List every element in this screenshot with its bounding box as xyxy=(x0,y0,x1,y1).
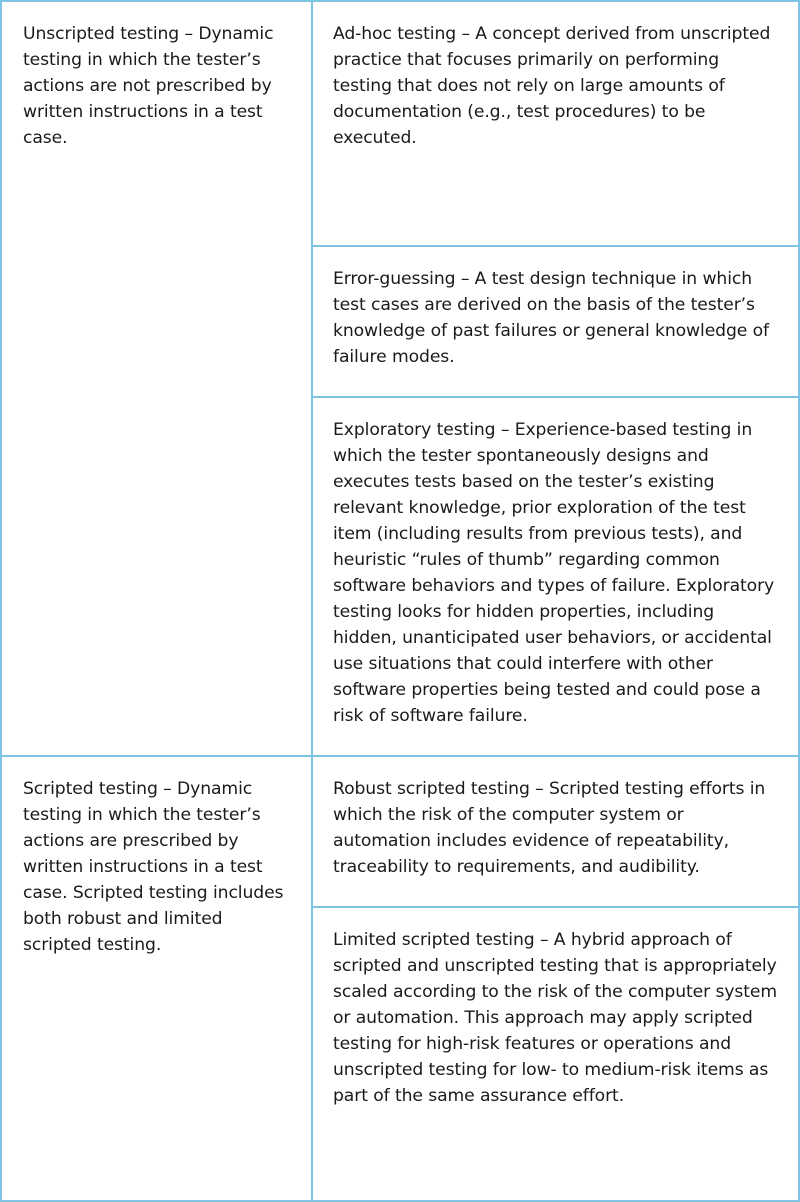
term-cell-unscripted-testing xyxy=(1,1,312,756)
term-definition-scripted-testing: Scripted testing – Dynamic testing in which the tester’s actions are prescribed by written instructions in a test case. Scripted testing includes both robust and limited scripted testing. xyxy=(23,779,284,955)
subterm-cell-robust-scripted-testing xyxy=(312,756,799,907)
table-row xyxy=(1,756,799,907)
subterm-definition-ad-hoc-testing: Ad-hoc testing – A concept derived from unscripted practice that focuses primarily on performing testing that does not rely on large amounts of documentation (e.g., test procedures) to be executed. xyxy=(333,24,771,148)
subterm-cell-limited-scripted-testing xyxy=(312,907,799,1201)
subterm-definition-exploratory-testing: Exploratory testing – Experience-based testing in which the tester spontaneously designs and executes tests based on the tester’s existing relevant knowledge, prior exploration of the test item (including results from previous tests), and heuristic “rules of thumb” regarding common software behaviors and types of failure. Exploratory testing looks for hidden properties, including hidden, unanticipated user behaviors, or accidental use situations that could interfere with other software properties being tested and could pose a risk of software failure. xyxy=(333,420,775,726)
term-definition-unscripted-testing: Unscripted testing – Dynamic testing in which the tester’s actions are not prescribed by written instructions in a test case. xyxy=(23,24,274,148)
subterm-cell-exploratory-testing xyxy=(312,397,799,756)
subterm-cell-error-guessing xyxy=(312,246,799,397)
subterm-definition-robust-scripted-testing: Robust scripted testing – Scripted testing efforts in which the risk of the computer system or automation includes evidence of repeatability, traceability to requirements, and audibility. xyxy=(333,779,766,877)
subterm-cell-ad-hoc-testing xyxy=(312,1,799,246)
subterm-definition-error-guessing: Error-guessing – A test design technique in which test cases are derived on the basis of the tester’s knowledge of past failures or general knowledge of failure modes. xyxy=(333,269,769,367)
subterm-definition-limited-scripted-testing: Limited scripted testing – A hybrid approach of scripted and unscripted testing that is appropriately scaled according to the risk of the computer system or automation. This approach may apply scripted testing for high-risk features or operations and unscripted testing for low- to medium-risk items as part of the same assurance effort. xyxy=(333,930,778,1106)
table-row xyxy=(1,1,799,246)
term-cell-scripted-testing xyxy=(1,756,312,1201)
